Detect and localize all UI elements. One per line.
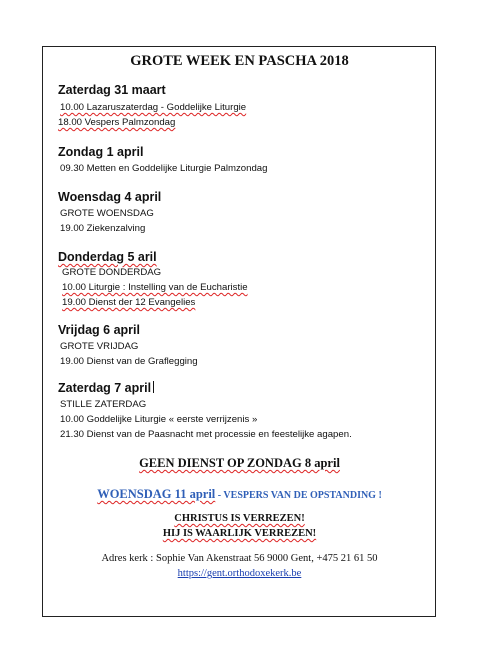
schedule-line: 19.00 Dienst van de Graflegging	[60, 356, 198, 367]
day-heading: Zondag 1 april	[58, 145, 144, 159]
schedule-line: 09.30 Metten en Goddelijke Liturgie Palmzondag	[60, 163, 268, 174]
wednesday-notice: WOENSDAG 11 april - VESPERS VAN DE OPSTANDING !	[97, 487, 382, 501]
schedule-line: 19.00 Ziekenzalving	[60, 223, 146, 234]
notice-no-service: GEEN DIENST OP ZONDAG 8 april	[139, 456, 340, 470]
schedule-line: 10.00 Goddelijke Liturgie « eerste verrijzenis »	[60, 414, 258, 425]
schedule-line: GROTE DONDERDAG	[62, 267, 162, 278]
text-cursor	[153, 381, 154, 393]
church-address: Adres kerk : Sophie Van Akenstraat 56 9000 Gent, +475 21 61 50	[101, 553, 378, 564]
day-heading: Zaterdag 31 maart	[58, 83, 166, 97]
document-title: GROTE WEEK EN PASCHA 2018	[130, 53, 349, 69]
day-heading: Vrijdag 6 april	[58, 323, 140, 337]
easter-greeting-2: HIJ IS WAARLIJK VERREZEN!	[162, 528, 317, 539]
schedule-line: 10.00 Lazaruszaterdag - Goddelijke Liturgie	[60, 102, 247, 113]
schedule-line: GROTE WOENSDAG	[60, 208, 154, 219]
schedule-line: GROTE VRIJDAG	[60, 341, 139, 352]
schedule-line: 21.30 Dienst van de Paasnacht met processie en feestelijke agapen.	[60, 429, 352, 440]
schedule-line: 10.00 Liturgie : Instelling van de Eucharistie	[62, 282, 248, 293]
schedule-line: 19.00 Dienst der 12 Evangelies	[62, 297, 196, 308]
easter-greeting-1: CHRISTUS IS VERREZEN!	[174, 513, 305, 524]
schedule-line: STILLE ZATERDAG	[60, 399, 147, 410]
schedule-line: 18.00 Vespers Palmzondag	[58, 117, 176, 128]
day-heading: Woensdag 4 april	[58, 190, 162, 204]
day-heading: Donderdag 5 aril	[58, 250, 157, 264]
website-link[interactable]: https://gent.orthodoxekerk.be	[177, 568, 302, 579]
day-heading: Zaterdag 7 april	[58, 381, 154, 395]
